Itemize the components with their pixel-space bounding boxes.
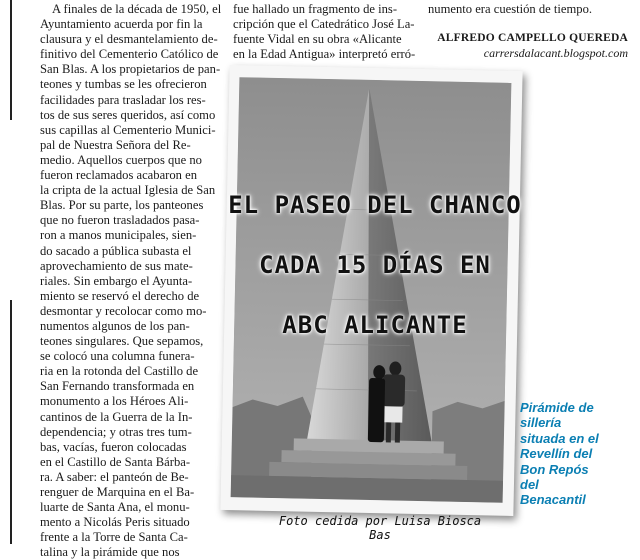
text-line: mento a Nicolás Peris situado (40, 515, 190, 530)
caption-line: Bon Repós (520, 461, 589, 477)
text-line: finitivo del Cementerio Católico de (40, 47, 219, 62)
text-line: numento era cuestión de tiempo. (428, 2, 593, 16)
text-line: talina y la pirámide que nos (40, 545, 180, 560)
text-line: A finales de la década de 1950, el (52, 2, 222, 16)
text-line: clausura y el desmantelamiento de- (40, 32, 218, 47)
caption-line: situada en el (520, 430, 599, 446)
text-line: la cripta de la actual Iglesia de San (40, 183, 216, 198)
photo-print (220, 65, 522, 516)
text-line: Blas. Por su parte, los panteones (40, 198, 204, 213)
text-line: desmontar y recolocar como mo- (40, 303, 207, 318)
text-line: Ayuntamiento acuerda por fin la (40, 17, 203, 32)
caption-line: del (520, 477, 539, 493)
text-line: cantinos de la Guerra de la In- (40, 409, 193, 424)
text-line: renguer de Marquina en el Ba- (40, 485, 195, 499)
pyramid-photo (231, 77, 512, 503)
text-line: bas, vacías, fueron colocadas (40, 439, 187, 454)
text-line: teones y tumbas se les ofrecieron (40, 77, 207, 92)
text-line: numentos algunos de los pan- (40, 318, 190, 333)
overlay-headline-2: CADA 15 DÍAS EN (259, 251, 491, 279)
text-line: en la Edad Antigua» interpretó erró- (233, 47, 416, 62)
caption-line: sillería (520, 415, 562, 431)
text-line: teones singulares. Que sepamos, (40, 334, 204, 349)
text-line: ra. A saber: el panteón de Be- (40, 469, 189, 484)
article-column-2 (233, 2, 416, 62)
photo-caption (520, 400, 630, 508)
text-line: San Fernando transformada en (40, 379, 195, 394)
text-line: fueron reclamados acabaron en (40, 168, 197, 183)
text-line: fue hallado un fragmento de ins- (233, 2, 398, 16)
text-line: medio. Aquellos cuerpos que no (40, 152, 202, 167)
text-line: aprovechamiento de sus mate- (40, 258, 193, 273)
blog-link[interactable]: carrersdalacant.blogspot.com (483, 46, 628, 60)
overlay-headline-3: ABC ALICANTE (282, 311, 468, 339)
text-line: dependencia; y otras tres tum- (40, 424, 192, 439)
text-line: riales. Sin embargo el Ayunta- (40, 273, 193, 288)
article-column-3 (428, 2, 628, 17)
text-line: facilidades para trasladar los res- (40, 92, 206, 107)
text-line: frente a la Torre de Santa Ca- (40, 530, 188, 545)
article-column-1 (40, 2, 222, 560)
caption-line: Benacantil (520, 492, 586, 508)
text-line: San Blas. A los propietarios de pan- (40, 62, 221, 77)
caption-line: Pirámide de (520, 400, 594, 415)
text-line: ria en la rotonda del Castillo de (40, 364, 199, 379)
text-line: sus capillas al Cementerio Munici- (40, 122, 216, 137)
text-line: monumento a los Héroes Ali- (40, 394, 189, 409)
text-line: ron a manos municipales, sien- (40, 228, 197, 243)
photo-credit: Foto cedida por Luisa Biosca Bas (278, 514, 482, 542)
column-rule-bottom (10, 300, 12, 544)
overlay-headline-1: EL PASEO DEL CHANCO (228, 191, 522, 219)
text-line: miento se reservó el derecho de (40, 288, 200, 303)
text-line: se colocó una columna funera- (40, 349, 195, 364)
text-line: tos de sus seres queridos, así como (40, 107, 216, 122)
author-byline: ALFREDO CAMPELLO QUEREDA (437, 32, 628, 44)
text-line: cripción que el Catedrático José La- (233, 17, 415, 32)
text-line: pal de Nuestra Señora del Re- (40, 137, 191, 152)
column-rule-top (10, 0, 12, 120)
text-line: fuente Vidal en su obra «Alicante (233, 32, 402, 47)
text-line: do sacado a pública subasta el (40, 243, 192, 258)
caption-line: Revellín del (520, 446, 593, 462)
pyramid-image (231, 77, 512, 503)
text-line: luarte de Santa Ana, el monu- (40, 500, 190, 515)
text-line: en el Castillo de Santa Bárba- (40, 454, 191, 469)
text-line: que no fueron trasladados pasa- (40, 213, 200, 228)
